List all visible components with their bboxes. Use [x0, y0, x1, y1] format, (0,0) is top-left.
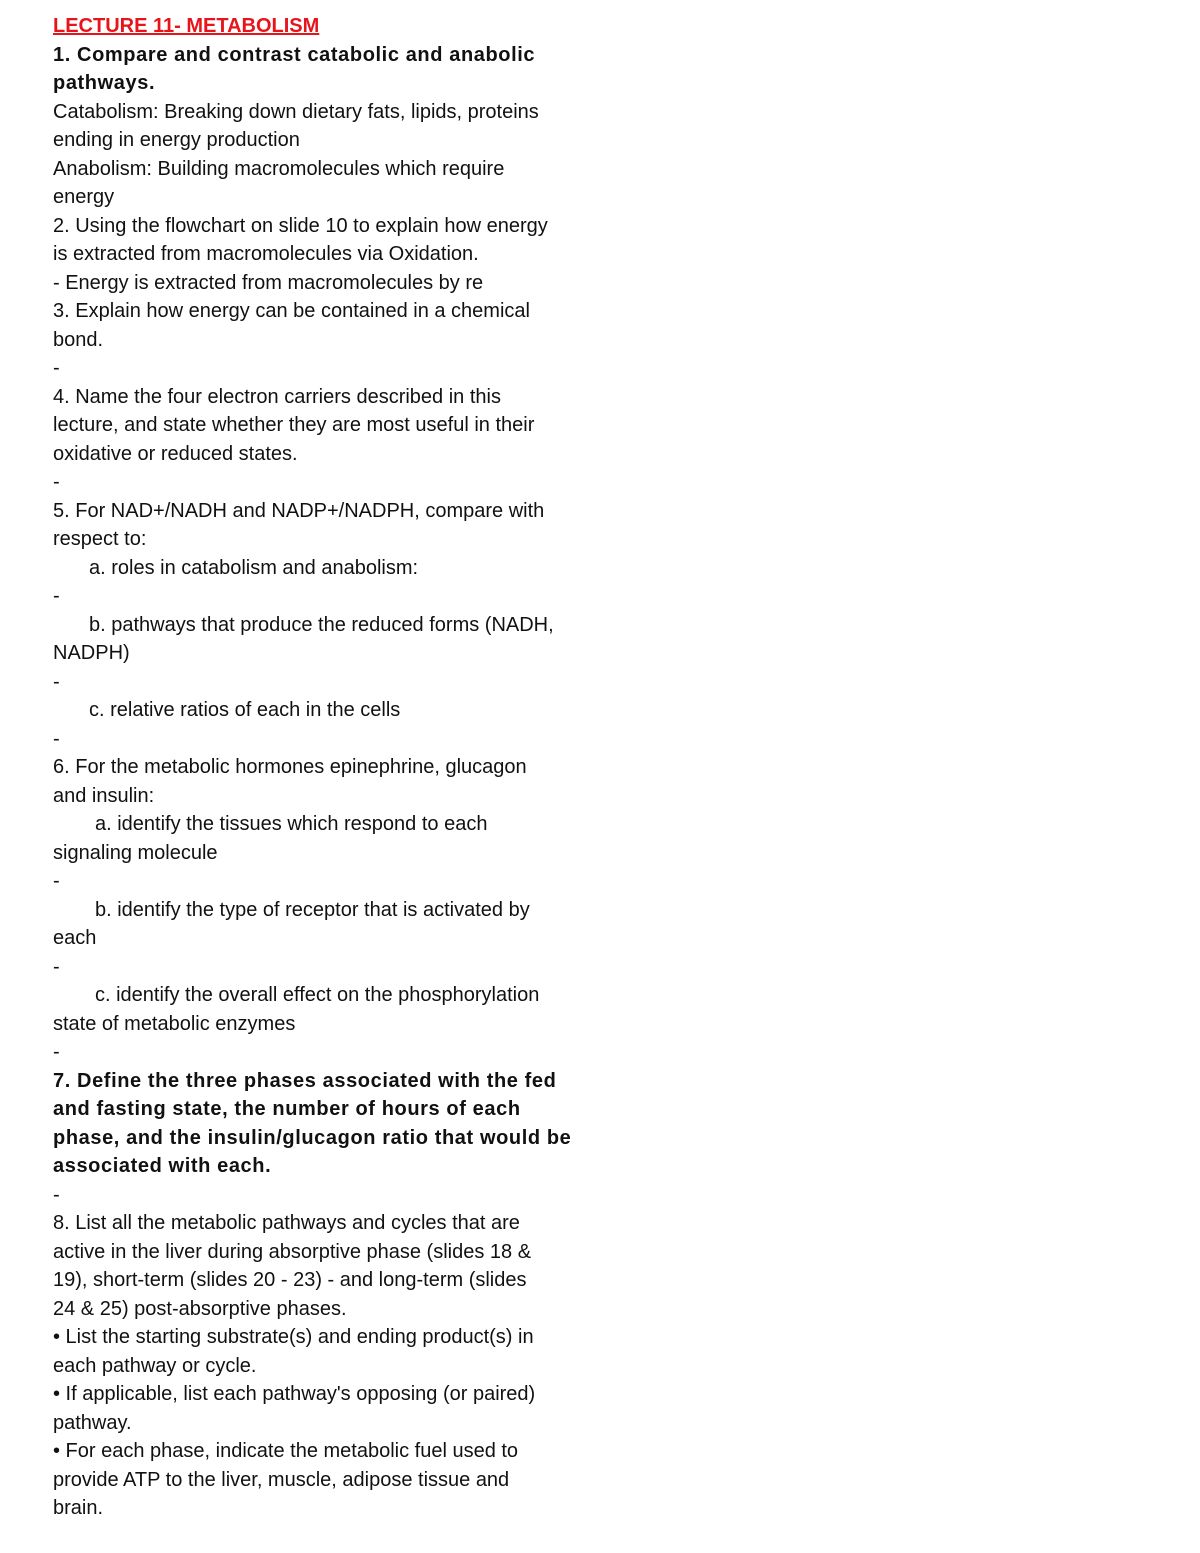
text-line: - — [53, 670, 60, 693]
text-line: • For each phase, indicate the metabolic fuel used to — [53, 1440, 519, 1462]
text-line: 6. For the metabolic hormones epinephrine, glucagon — [53, 756, 527, 778]
text-line: provide ATP to the liver, muscle, adipose tissue and — [53, 1468, 510, 1491]
text-line: 7. Define the three phases associated with the fed — [53, 1069, 557, 1092]
text-line: - — [53, 471, 60, 493]
text-line: - — [53, 1041, 60, 1063]
text-line: oxidative or reduced states. — [53, 442, 298, 465]
text-line: 19), short-term (slides 20 - 23) - and long-term (slides — [53, 1269, 527, 1291]
text-line: - — [53, 727, 60, 750]
text-line: • List the starting substrate(s) and ending product(s) in — [53, 1326, 534, 1348]
text-line: c. relative ratios of each in the cells — [89, 699, 401, 721]
text-line: - — [53, 1183, 60, 1206]
text-line: - — [53, 585, 60, 607]
text-line: each pathway or cycle. — [53, 1354, 257, 1377]
text-line: pathway. — [53, 1411, 132, 1434]
text-line: - — [53, 357, 60, 379]
text-line: 8. List all the metabolic pathways and cycles that are — [53, 1212, 520, 1234]
text-line: is extracted from macromolecules via Oxidation. — [53, 243, 479, 265]
text-line: c. identify the overall effect on the phosphorylation — [95, 984, 540, 1006]
text-line: 2. Using the flowchart on slide 10 to explain how energy — [53, 214, 548, 237]
text-line: 1. Compare and contrast catabolic and anabolic — [53, 43, 536, 66]
text-line: Anabolism: Building macromolecules which require — [53, 157, 505, 180]
text-line: and insulin: — [53, 784, 155, 807]
text-line: pathways. — [53, 72, 156, 94]
document-page — [53, 12, 613, 1523]
text-line: 24 & 25) post-absorptive phases. — [53, 1297, 347, 1320]
text-line: a. roles in catabolism and anabolism: — [89, 556, 419, 579]
text-line: bond. — [53, 328, 104, 351]
text-line: Catabolism: Breaking down dietary fats, lipids, proteins — [53, 100, 539, 123]
text-line: phase, and the insulin/glucagon ratio that would be — [53, 1126, 572, 1149]
text-line: b. pathways that produce the reduced forms (NADH, — [89, 613, 554, 636]
text-line: signaling molecule — [53, 841, 218, 864]
text-line: a. identify the tissues which respond to each — [95, 813, 488, 835]
text-line: • If applicable, list each pathway's opposing (or paired) — [53, 1383, 536, 1405]
document-title: LECTURE 11- METABOLISM — [53, 15, 320, 37]
text-line: lecture, and state whether they are most useful in their — [53, 414, 535, 436]
text-line: associated with each. — [53, 1155, 272, 1177]
text-line: 5. For NAD+/NADH and NADP+/NADPH, compare with — [53, 499, 545, 522]
text-line: each — [53, 927, 97, 949]
text-line: 3. Explain how energy can be contained in a chemical — [53, 300, 530, 322]
text-line: NADPH) — [53, 642, 130, 664]
text-line: state of metabolic enzymes — [53, 1012, 296, 1035]
text-line: brain. — [53, 1497, 104, 1519]
text-line: and fasting state, the number of hours of each — [53, 1098, 521, 1120]
document-body — [53, 41, 613, 1523]
text-line: - — [53, 955, 60, 978]
text-line: respect to: — [53, 528, 147, 550]
text-line: energy — [53, 186, 115, 208]
text-line: active in the liver during absorptive phase (slides 18 & — [53, 1240, 532, 1263]
text-line: b. identify the type of receptor that is activated by — [95, 898, 530, 921]
text-line: 4. Name the four electron carriers described in this — [53, 385, 501, 408]
text-line: ending in energy production — [53, 129, 300, 151]
text-line: - — [53, 870, 60, 892]
text-line: - Energy is extracted from macromolecules by re — [53, 271, 484, 294]
